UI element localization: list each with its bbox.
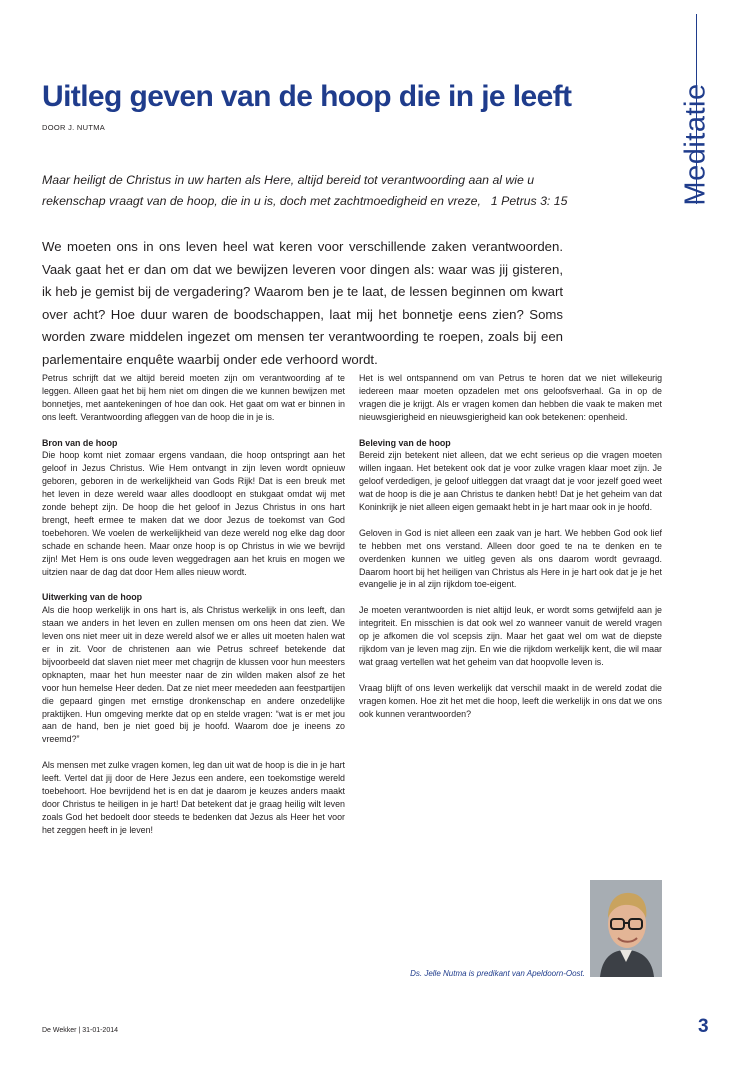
paragraph: Als die hoop werkelijk in ons hart is, als Christus werkelijk in ons leeft, dan staan we anders in het leven en zullen mensen om ons heen dat zien. We leven ons niet meer uit in deze wereld alsof we er alles uit moeten halen wat er in zit. Voor de christenen aan wie Petrus schreef betekende dat bijvoorbeeld dat slaven niet meer met chagrijn de klussen voor hun meesters opknapten, maar het hun meester naar de zin wilden maken alsof ze het voor hun hemelse Heer deden. Dat ze niet meer meededen aan feestpartijen die gepaard gingen met ernstige dronkenschap en andere onzedelijke praktijken. Hun omgeving merkte dat op en stelde vragen: “wat is er met jou aan de hand, ben je niet goed bij je hoofd. Waarom doe je ineens zo vreemd?” xyxy=(42,605,345,745)
paragraph: Je moeten verantwoorden is niet altijd leuk, er wordt soms getwijfeld aan je integriteit. En misschien is dat ook wel zo wanneer vanuit de wereld vragen op je afkomen die vol scepsis zijn. Maar het gaat wel om wat de diepste rijkdom van je leven mag zijn. En wie die rijkdom werkelijk kent, die wil maar wat graag vertellen wat het geheim van dat hoopvolle leven is. xyxy=(359,605,662,667)
section-label: Meditatie xyxy=(679,82,712,206)
right-column xyxy=(359,372,662,720)
paragraph: Petrus schrijft dat we altijd bereid moeten zijn om verantwoording af te leggen. Alleen gaat het bij hem niet om dingen die we kunnen bewijzen met bonnetjes, met aantekeningen of hoe dan ook. Het gaat om wat er binnen in ons leeft. Verantwoording afleggen van de hoop die in je is. xyxy=(42,373,345,422)
page-number: 3 xyxy=(698,1016,709,1037)
paragraph: Als mensen met zulke vragen komen, leg dan uit wat de hoop is die in je hart leeft. Vertel dat jij door de Here Jezus een andere, een toekomstige wereld toebehoort. Hoe bevrijdend het is en dat je daarom je keuzes anders maakt door Christus te heiligen in je hart! Dat betekent dat je graag heilig wilt leven zoals God het bedoelt door steeds te bedenken dat Jezus als Heer het voor het zeggen heeft in je leven! xyxy=(42,760,345,835)
bible-quote xyxy=(42,170,582,212)
author-photo xyxy=(590,880,662,977)
paragraph: Geloven in God is niet alleen een zaak van je hart. We hebben God ook lief te hebben met ons verstand. Alleen door goed te na te denken en te overdenken kunnen we uitleg geven als ons daarom wordt gevraagd. Daarom hoort bij het heiligen van Christus als Here in je hart ook dat je je het evangelie je in al zijn rijkdom toe-eigent. xyxy=(359,527,662,590)
subheading: Beleving van de hoop xyxy=(359,437,451,448)
paragraph: Het is wel ontspannend om van Petrus te horen dat we niet willekeurig iedereen maar moeten opzadelen met ons geloofsverhaal. Ga in op de vragen die je krijgt. Als er vragen komen dan hebben die vaak te maken met nieuwsgierigheid en nieuwsgierigheid kan ook betekenen: openheid. xyxy=(359,373,662,422)
paragraph: Die hoop komt niet zomaar ergens vandaan, die hoop ontspringt aan het geloof in Jezus Christus. Wie Hem ontvangt in zijn leven wordt opnieuw geboren, geboren in de werkelijkheid van Gods Rijk! Dat is een breuk met het leven in deze wereld waar alles doodloopt en stukgaat omdat wij met zonde behept zijn. De hoop die het geloof in Jezus Christus in ons hart brengt, heeft ermee te maken dat we door Jezus de toekomst van God toebehoren. We voelen de werkelijkheid van deze wereld nog elke dag door schade en schande heen. Maar onze hoop is op Christus in wie we bevrijd zijn! Met Hem is ons oude leven weggedragen aan het kruis en mogen we uitzien naar de dag dat door Hem alles nieuw wordt. xyxy=(42,450,345,577)
article-title: Uitleg geven van de hoop die in je leeft xyxy=(42,80,572,113)
intro-paragraph: We moeten ons in ons leven heel wat keren voor verschillende zaken verantwoorden. Vaak gaat het er dan om dat we bewijzen leveren voor dingen als: waar was jij gisteren, ik heb je gemist bij de vergadering? Waarom ben je te laat, de lessen beginnen om kwart over acht? Hoe duur waren de boodschappen, laat mij het bonnetje eens zien? Soms worden zware middelen ingezet om mensen ter verantwoording te roepen, zoals bij een parlementaire enquête waarbij onder ede verhoord wordt. xyxy=(42,239,563,367)
left-column xyxy=(42,372,345,837)
quote-reference: 1 Petrus 3: 15 xyxy=(490,194,568,208)
subheading: Uitwerking van de hoop xyxy=(42,592,143,603)
footer-publication: De Wekker | 31-01-2014 xyxy=(42,1027,119,1034)
paragraph: Vraag blijft of ons leven werkelijk dat verschil maakt in de wereld zodat die vragen komen. Hoe zit het met die hoop, leeft die werkelijk in ons dat we ons ook kunnen verantwoorden? xyxy=(359,682,662,719)
paragraph: Bereid zijn betekent niet alleen, dat we echt serieus op die vragen moeten willen ingaan. Het betekent ook dat je voor zulke vragen klaar moet zijn. Je geloof verdedigen, je geloof uitleggen dat vraagt dat je voor jezelf goed weet wat de hoop is die je aan Christus te danken hebt! Dat je het geheim van dat Koninkrijk je niet alleen eigen gemaakt hebt in je hart maar ook in je hoofd. xyxy=(359,450,662,513)
subheading: Bron van de hoop xyxy=(42,437,118,448)
quote-text: Maar heiligt de Christus in uw harten als Here, altijd bereid tot verantwoording aan al wie u rekenschap vraagt van de hoop, die in u is, doch met zachtmoedigheid en vreze, xyxy=(42,173,535,208)
byline: DOOR J. NUTMA xyxy=(42,123,106,132)
photo-caption: Ds. Jelle Nutma is predikant van Apeldoorn-Oost. xyxy=(410,969,585,978)
author-portrait-icon xyxy=(590,880,662,977)
